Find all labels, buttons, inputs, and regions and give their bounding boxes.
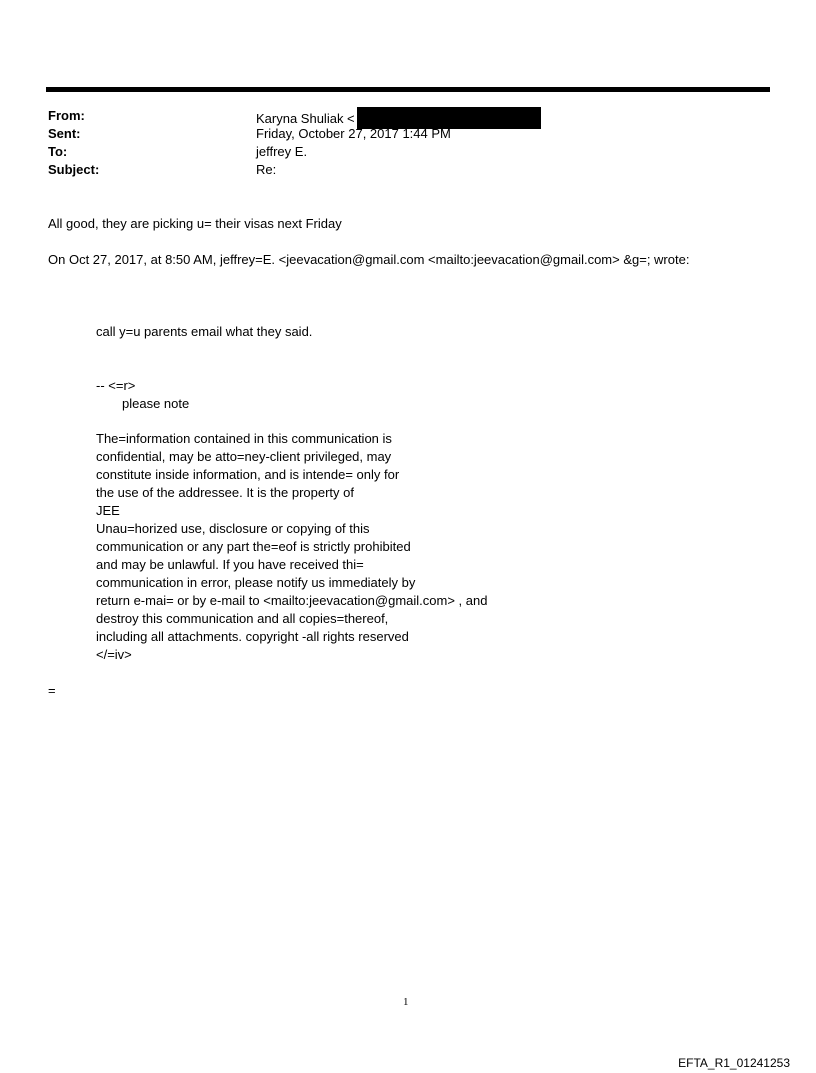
disclaimer-line: communication or any part the=eof is strictly prohibited bbox=[96, 539, 411, 554]
disclaimer-line: The=information contained in this communication is bbox=[96, 431, 392, 446]
page-number: 1 bbox=[403, 996, 409, 1008]
quoted-message: call y=u parents email what they said. bbox=[96, 324, 313, 339]
to-value: jeffrey E. bbox=[256, 144, 308, 159]
disclaimer-line: confidential, may be atto=ney-client privileged, may bbox=[96, 449, 392, 464]
bates-number: EFTA_R1_01241253 bbox=[678, 1056, 790, 1070]
disclaimer-line: communication in error, please notify us immediately by bbox=[96, 575, 416, 590]
disclaimer-line: Unau=horized use, disclosure or copying of this bbox=[96, 521, 370, 536]
disclaimer-line: the use of the addressee. It is the property of bbox=[96, 485, 354, 500]
disclaimer-line: constitute inside information, and is intende= only for bbox=[96, 467, 400, 482]
reply-text: All good, they are picking u= their visas next Friday bbox=[48, 216, 342, 231]
subject-value: Re: bbox=[256, 162, 277, 177]
disclaimer bbox=[96, 430, 487, 664]
disclaimer-line: including all attachments. copyright -all rights reserved bbox=[96, 629, 409, 644]
disclaimer-line: and may be unlawful. If you have received thi= bbox=[96, 557, 364, 572]
disclaimer-line: return e-mai= or by e-mail to <mailto:jeevacation@gmail.com> , and bbox=[96, 593, 488, 608]
trailing-char: = bbox=[48, 683, 56, 698]
disclaimer-line: JEE bbox=[96, 503, 120, 518]
signature-dashes: -- <=r> bbox=[96, 378, 136, 393]
disclaimer-line: </=iv> bbox=[96, 647, 132, 662]
to-label: To: bbox=[48, 144, 68, 159]
subject-label: Subject: bbox=[48, 162, 100, 177]
header-divider bbox=[46, 87, 770, 92]
from-label: From: bbox=[48, 108, 85, 123]
sent-label: Sent: bbox=[48, 126, 81, 141]
sender-name: Karyna Shuliak < bbox=[256, 111, 355, 126]
quote-header: On Oct 27, 2017, at 8:50 AM, jeffrey=E. <jeevacation@gmail.com <mailto:jeevacation@gmail.com> &g=; wrote: bbox=[48, 252, 690, 267]
sent-value: Friday, October 27, 2017 1:44 PM bbox=[256, 126, 451, 141]
signature-note: please note bbox=[122, 396, 190, 411]
disclaimer-line: destroy this communication and all copies=thereof, bbox=[96, 611, 389, 626]
